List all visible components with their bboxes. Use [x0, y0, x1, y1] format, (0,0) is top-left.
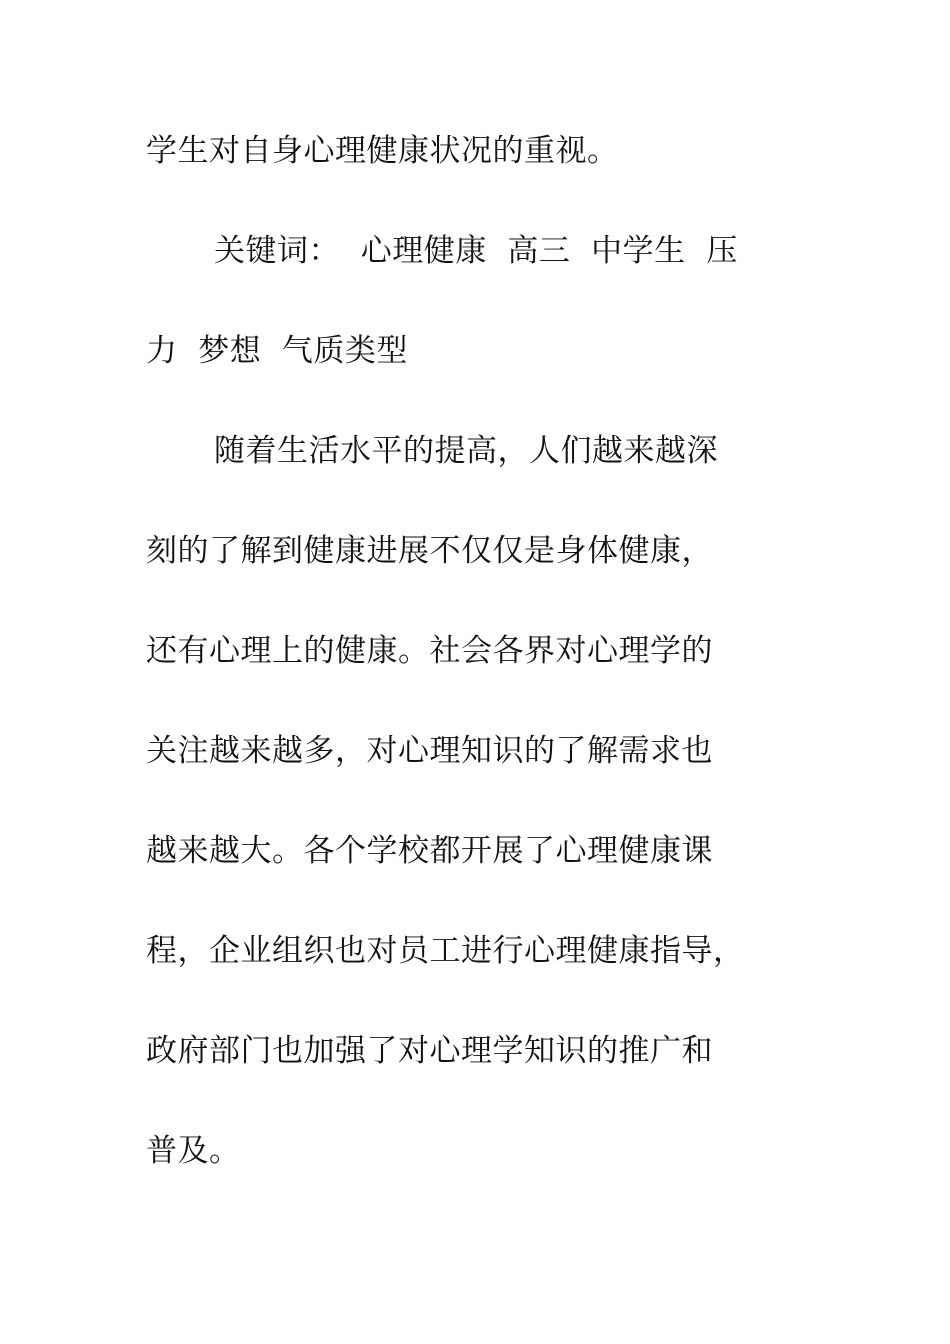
paragraph-start-line: 随着生活水平的提高，人们越来越深: [214, 433, 718, 469]
keywords-line: 关键词： 心理健康 高三 中学生 压: [214, 233, 738, 269]
text-line-7: 关注越来越多，对心理知识的了解需求也: [146, 733, 713, 769]
text-line-6: 还有心理上的健康。社会各界对心理学的: [146, 633, 713, 669]
text-line-8: 越来越大。各个学校都开展了心理健康课: [146, 833, 713, 869]
text-line-11: 普及。: [146, 1133, 241, 1169]
text-line-9: 程，企业组织也对员工进行心理健康指导，: [146, 933, 745, 969]
text-line-10: 政府部门也加强了对心理学知识的推广和: [146, 1033, 713, 1069]
text-line-5: 刻的了解到健康进展不仅仅是身体健康，: [146, 533, 713, 569]
keywords-line-continued: 力 梦想 气质类型: [146, 333, 408, 369]
text-line-1: 学生对自身心理健康状况的重视。: [146, 133, 619, 169]
